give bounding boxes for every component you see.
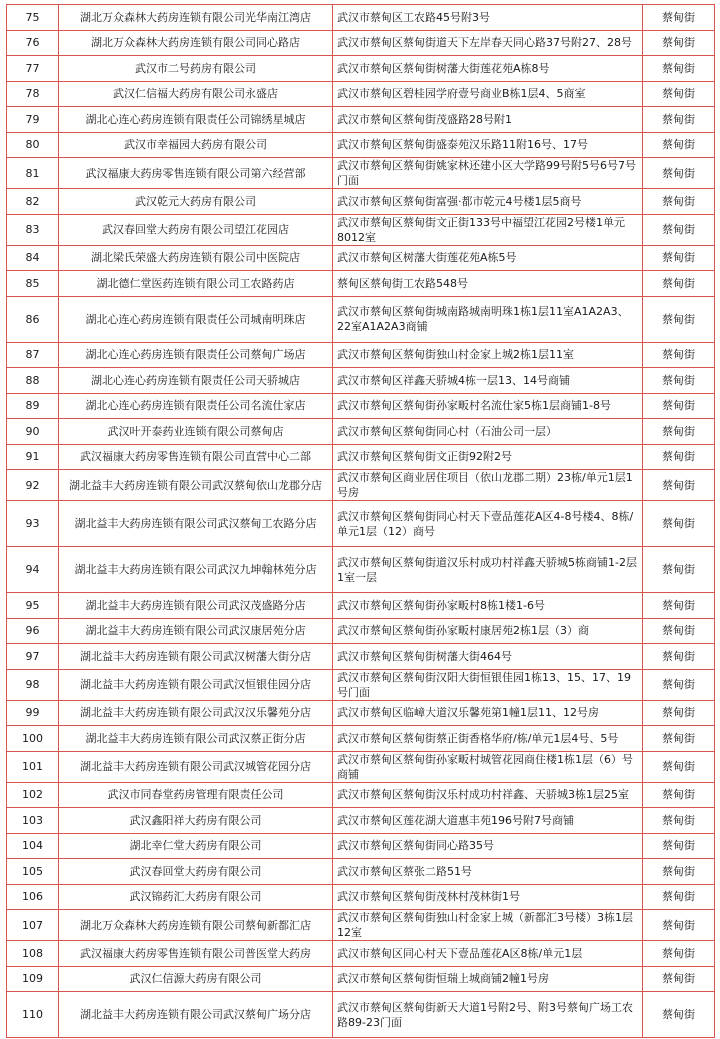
row-number: 80 — [7, 132, 59, 158]
store-address: 武汉市蔡甸区祥鑫天骄城4栋一层13、14号商铺 — [333, 368, 643, 394]
store-name: 湖北万众森林大药房连锁有限公司蔡甸新都汇店 — [59, 910, 333, 941]
street-name: 蔡甸街 — [643, 992, 715, 1038]
store-address: 武汉市蔡甸区蔡甸街盛泰苑汉乐路11附16号、17号 — [333, 132, 643, 158]
store-address: 武汉市蔡甸区蔡甸街新天大道1号附2号、附3号蔡甸广场工农路89-23门面 — [333, 992, 643, 1038]
table-row — [7, 782, 715, 808]
street-name: 蔡甸街 — [643, 884, 715, 910]
table-row — [7, 859, 715, 885]
row-number: 107 — [7, 910, 59, 941]
store-name: 武汉福康大药房零售连锁有限公司直营中心二部 — [59, 444, 333, 470]
row-number: 95 — [7, 593, 59, 619]
store-name: 湖北心连心药房连锁有限责任公司名流仕家店 — [59, 393, 333, 419]
store-address: 武汉市蔡甸区蔡甸街富强·都市乾元4号楼1层5商号 — [333, 189, 643, 215]
row-number: 82 — [7, 189, 59, 215]
store-address: 武汉市蔡甸区蔡甸街汉乐村成功村祥鑫、天骄城3栋1层25室 — [333, 782, 643, 808]
store-address: 武汉市蔡甸区蔡甸街孙家畈村康居苑2栋1层（3）商 — [333, 618, 643, 644]
row-number: 85 — [7, 271, 59, 297]
store-address: 武汉市蔡甸区临嶂大道汉乐馨苑第1幢1层11、12号房 — [333, 700, 643, 726]
table-row — [7, 444, 715, 470]
street-name: 蔡甸街 — [643, 910, 715, 941]
store-name: 武汉鑫阳祥大药房有限公司 — [59, 808, 333, 834]
street-name: 蔡甸街 — [643, 419, 715, 445]
row-number: 78 — [7, 81, 59, 107]
street-name: 蔡甸街 — [643, 189, 715, 215]
street-name: 蔡甸街 — [643, 726, 715, 752]
row-number: 86 — [7, 296, 59, 342]
street-name: 蔡甸街 — [643, 132, 715, 158]
street-name: 蔡甸街 — [643, 271, 715, 297]
store-name: 湖北益丰大药房连锁有限公司武汉蔡甸广场分店 — [59, 992, 333, 1038]
row-number: 97 — [7, 644, 59, 670]
store-name: 湖北心连心药房连锁有限责任公司蔡甸广场店 — [59, 342, 333, 368]
store-address: 武汉市蔡甸区碧桂园学府壹号商业B栋1层4、5商室 — [333, 81, 643, 107]
store-address: 武汉市蔡甸区蔡甸街恒瑞上城商铺2幢1号房 — [333, 966, 643, 992]
store-name: 湖北益丰大药房连锁有限公司武汉蔡甸依山龙郡分店 — [59, 470, 333, 501]
store-name: 武汉叶开泰药业连锁有限公司蔡甸店 — [59, 419, 333, 445]
table-row — [7, 132, 715, 158]
store-name: 湖北益丰大药房连锁有限公司武汉蔡甸工农路分店 — [59, 501, 333, 547]
table-row — [7, 618, 715, 644]
store-address: 武汉市蔡甸区蔡甸街同心村天下壹品莲花A区4-8号楼4、8栋/单元1层（12）商号 — [333, 501, 643, 547]
street-name: 蔡甸街 — [643, 470, 715, 501]
row-number: 104 — [7, 833, 59, 859]
store-name: 武汉春回堂大药房有限公司 — [59, 859, 333, 885]
store-address: 武汉市蔡甸区蔡甸街道天下左岸春天同心路37号附27、28号 — [333, 30, 643, 56]
row-number: 77 — [7, 56, 59, 82]
store-name: 武汉市幸福园大药房有限公司 — [59, 132, 333, 158]
store-name: 湖北心连心药房连锁有限责任公司天骄城店 — [59, 368, 333, 394]
store-name: 武汉福康大药房零售连锁有限公司普医堂大药房 — [59, 941, 333, 967]
store-address: 武汉市蔡甸区蔡甸街同心村（石油公司一层） — [333, 419, 643, 445]
row-number: 83 — [7, 214, 59, 245]
store-address: 武汉市蔡甸区蔡甸街孙家畈村8栋1楼1-6号 — [333, 593, 643, 619]
table-row — [7, 669, 715, 700]
table-row — [7, 992, 715, 1038]
store-address: 武汉市蔡甸区蔡甸街文正街133号中福望江花园2号楼1单元8012室 — [333, 214, 643, 245]
row-number: 84 — [7, 245, 59, 271]
store-name: 武汉仁信源大药房有限公司 — [59, 966, 333, 992]
row-number: 94 — [7, 547, 59, 593]
row-number: 96 — [7, 618, 59, 644]
store-address: 武汉市蔡甸区工农路45号附3号 — [333, 5, 643, 31]
table-row — [7, 808, 715, 834]
table-row — [7, 884, 715, 910]
street-name: 蔡甸街 — [643, 296, 715, 342]
row-number: 87 — [7, 342, 59, 368]
store-address: 武汉市蔡甸区蔡甸街姚家林还建小区大学路99号附5号6号7号门面 — [333, 158, 643, 189]
row-number: 90 — [7, 419, 59, 445]
row-number: 103 — [7, 808, 59, 834]
table-row — [7, 501, 715, 547]
row-number: 91 — [7, 444, 59, 470]
store-name: 武汉市同春堂药房管理有限责任公司 — [59, 782, 333, 808]
table-row — [7, 941, 715, 967]
store-name: 湖北益丰大药房连锁有限公司武汉康居苑分店 — [59, 618, 333, 644]
street-name: 蔡甸街 — [643, 214, 715, 245]
store-name: 武汉乾元大药房有限公司 — [59, 189, 333, 215]
store-name: 湖北益丰大药房连锁有限公司武汉蔡正街分店 — [59, 726, 333, 752]
street-name: 蔡甸街 — [643, 782, 715, 808]
table-row — [7, 593, 715, 619]
street-name: 蔡甸街 — [643, 966, 715, 992]
table-row — [7, 158, 715, 189]
street-name: 蔡甸街 — [643, 501, 715, 547]
store-name: 武汉市二号药房有限公司 — [59, 56, 333, 82]
table-row — [7, 107, 715, 133]
row-number: 101 — [7, 751, 59, 782]
store-name: 湖北心连心药房连锁有限责任公司锦绣星城店 — [59, 107, 333, 133]
street-name: 蔡甸街 — [643, 56, 715, 82]
store-address: 武汉市蔡甸区蔡甸街同心路35号 — [333, 833, 643, 859]
store-address: 武汉市蔡甸区蔡甸街茂林村茂林街1号 — [333, 884, 643, 910]
street-name: 蔡甸街 — [643, 107, 715, 133]
store-name: 湖北益丰大药房连锁有限公司武汉九坤翰林苑分店 — [59, 547, 333, 593]
pharmacy-table — [6, 4, 715, 1038]
store-address: 武汉市蔡甸区蔡甸街独山村金家上城2栋1层11室 — [333, 342, 643, 368]
store-address: 武汉市蔡甸区蔡甸街文正街92附2号 — [333, 444, 643, 470]
street-name: 蔡甸街 — [643, 751, 715, 782]
table-row — [7, 910, 715, 941]
store-address: 武汉市蔡甸区树藩大街莲花苑A栋5号 — [333, 245, 643, 271]
store-name: 湖北万众森林大药房连锁有限公司同心路店 — [59, 30, 333, 56]
row-number: 108 — [7, 941, 59, 967]
table-row — [7, 81, 715, 107]
row-number: 99 — [7, 700, 59, 726]
store-address: 武汉市蔡甸区同心村天下壹品莲花A区8栋/单元1层 — [333, 941, 643, 967]
store-address: 武汉市蔡甸区蔡甸街茂盛路28号附1 — [333, 107, 643, 133]
row-number: 92 — [7, 470, 59, 501]
store-name: 武汉福康大药房零售连锁有限公司第六经营部 — [59, 158, 333, 189]
street-name: 蔡甸街 — [643, 644, 715, 670]
street-name: 蔡甸街 — [643, 833, 715, 859]
store-address: 武汉市蔡甸区蔡甸街树藩大街莲花苑A栋8号 — [333, 56, 643, 82]
street-name: 蔡甸街 — [643, 808, 715, 834]
street-name: 蔡甸街 — [643, 158, 715, 189]
store-address: 武汉市蔡甸区蔡张二路51号 — [333, 859, 643, 885]
street-name: 蔡甸街 — [643, 30, 715, 56]
store-address: 武汉市蔡甸区蔡甸街蔡正街香格华府/栋/单元1层4号、5号 — [333, 726, 643, 752]
row-number: 102 — [7, 782, 59, 808]
row-number: 89 — [7, 393, 59, 419]
street-name: 蔡甸街 — [643, 342, 715, 368]
table-body — [7, 5, 715, 1038]
row-number: 75 — [7, 5, 59, 31]
store-name: 湖北万众森林大药房连锁有限公司光华南江湾店 — [59, 5, 333, 31]
table-row — [7, 56, 715, 82]
table-row — [7, 245, 715, 271]
row-number: 100 — [7, 726, 59, 752]
store-name: 湖北益丰大药房连锁有限公司武汉汉乐馨苑分店 — [59, 700, 333, 726]
store-address: 武汉市蔡甸区商业居住项目（依山龙郡二期）23栋/单元1层1号房 — [333, 470, 643, 501]
street-name: 蔡甸街 — [643, 547, 715, 593]
table-row — [7, 833, 715, 859]
store-name: 武汉春回堂大药房有限公司望江花园店 — [59, 214, 333, 245]
street-name: 蔡甸街 — [643, 393, 715, 419]
store-address: 武汉市蔡甸区蔡甸街汉阳大街恒银佳园1栋13、15、17、19号门面 — [333, 669, 643, 700]
table-row — [7, 547, 715, 593]
row-number: 106 — [7, 884, 59, 910]
store-name: 湖北益丰大药房连锁有限公司武汉茂盛路分店 — [59, 593, 333, 619]
store-name: 湖北德仁堂医药连锁有限公司工农路药店 — [59, 271, 333, 297]
store-address: 武汉市蔡甸区蔡甸街独山村金家上城（新都汇3号楼）3栋1层12室 — [333, 910, 643, 941]
store-address: 蔡甸区蔡甸街工农路548号 — [333, 271, 643, 297]
table-row — [7, 296, 715, 342]
row-number: 105 — [7, 859, 59, 885]
table-row — [7, 700, 715, 726]
table-row — [7, 726, 715, 752]
table-row — [7, 368, 715, 394]
table-row — [7, 644, 715, 670]
street-name: 蔡甸街 — [643, 81, 715, 107]
street-name: 蔡甸街 — [643, 5, 715, 31]
row-number: 110 — [7, 992, 59, 1038]
table-row — [7, 5, 715, 31]
street-name: 蔡甸街 — [643, 859, 715, 885]
table-row — [7, 30, 715, 56]
street-name: 蔡甸街 — [643, 368, 715, 394]
table-row — [7, 751, 715, 782]
street-name: 蔡甸街 — [643, 618, 715, 644]
store-name: 湖北益丰大药房连锁有限公司武汉恒银佳园分店 — [59, 669, 333, 700]
store-address: 武汉市蔡甸区蔡甸街孙家畈村名流仕家5栋1层商铺1-8号 — [333, 393, 643, 419]
row-number: 81 — [7, 158, 59, 189]
store-address: 武汉市蔡甸区莲花湖大道惠丰苑196号附7号商铺 — [333, 808, 643, 834]
store-name: 武汉仁信福大药房有限公司永盛店 — [59, 81, 333, 107]
row-number: 109 — [7, 966, 59, 992]
table-row — [7, 271, 715, 297]
store-name: 湖北梁氏荣盛大药房连锁有限公司中医院店 — [59, 245, 333, 271]
street-name: 蔡甸街 — [643, 593, 715, 619]
table-row — [7, 470, 715, 501]
row-number: 98 — [7, 669, 59, 700]
row-number: 79 — [7, 107, 59, 133]
table-row — [7, 393, 715, 419]
row-number: 88 — [7, 368, 59, 394]
store-name: 湖北心连心药房连锁有限责任公司城南明珠店 — [59, 296, 333, 342]
store-address: 武汉市蔡甸区蔡甸街城南路城南明珠1栋1层11室A1A2A3、22室A1A2A3商铺 — [333, 296, 643, 342]
street-name: 蔡甸街 — [643, 245, 715, 271]
store-name: 湖北益丰大药房连锁有限公司武汉树藩大街分店 — [59, 644, 333, 670]
table-row — [7, 342, 715, 368]
table-row — [7, 189, 715, 215]
store-address: 武汉市蔡甸区蔡甸街树藩大街464号 — [333, 644, 643, 670]
street-name: 蔡甸街 — [643, 700, 715, 726]
street-name: 蔡甸街 — [643, 444, 715, 470]
store-name: 湖北幸仁堂大药房有限公司 — [59, 833, 333, 859]
table-row — [7, 966, 715, 992]
store-name: 湖北益丰大药房连锁有限公司武汉城管花园分店 — [59, 751, 333, 782]
row-number: 76 — [7, 30, 59, 56]
table-row — [7, 214, 715, 245]
table-row — [7, 419, 715, 445]
street-name: 蔡甸街 — [643, 669, 715, 700]
store-address: 武汉市蔡甸区蔡甸街孙家畈村城管花园商住楼1栋1层（6）号商铺 — [333, 751, 643, 782]
store-address: 武汉市蔡甸区蔡甸街道汉乐村成功村祥鑫天骄城5栋商铺1-2层1室一层 — [333, 547, 643, 593]
store-name: 武汉锦药汇大药房有限公司 — [59, 884, 333, 910]
row-number: 93 — [7, 501, 59, 547]
street-name: 蔡甸街 — [643, 941, 715, 967]
